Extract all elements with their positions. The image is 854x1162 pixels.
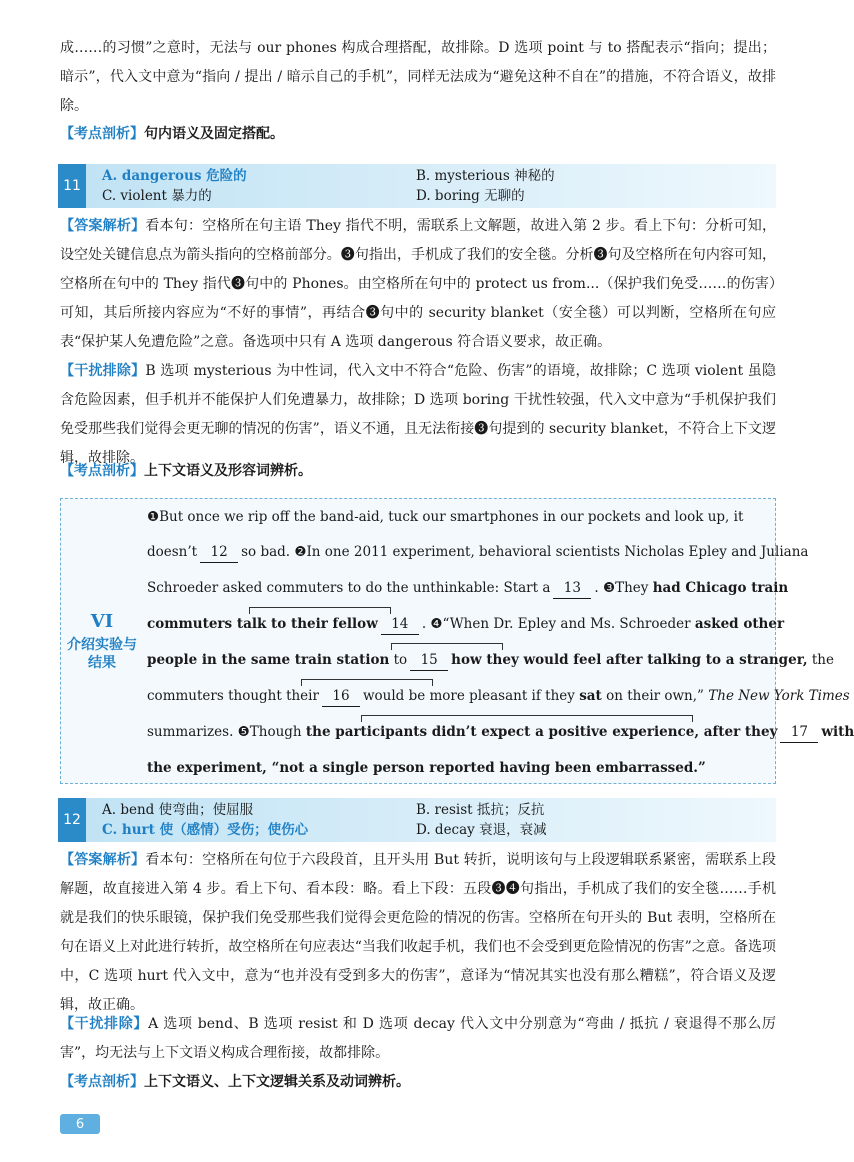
passage-line-8: the experiment, “not a single person reported having been embarrassed.”: [147, 760, 706, 776]
blank-16[interactable]: 16: [322, 686, 360, 707]
q11-option-c: C. violent 暴力的: [102, 188, 212, 204]
link-arrow: [361, 715, 693, 722]
kaodian-tag: 【考点剖析】: [60, 1074, 144, 1090]
distractor-text: B 选项 mysterious 为中性词，代入文中不符合“危险、伤害”的语境，故排除；C 选项 violent 虽隐含危险因素，但手机并不能保护人们免遭暴力，故排除；D 选项 boring 干扰性较强，代入文中意为“手机保护我们免受那些我们觉得会更无聊的情况的伤害”，语义不通，且无法衔接❸句提到的 security blanket，不符合上下文逻辑，故排除。: [60, 363, 776, 466]
q11-kaodian: [60, 457, 776, 486]
q12-answer-analysis: [60, 846, 776, 1020]
q11-answer-analysis: [60, 212, 776, 357]
passage-box: [60, 498, 854, 784]
passage-line-4: commuters talk to their fellow 14 . ❹“When Dr. Epley and Ms. Schroeder asked other: [147, 614, 765, 635]
q12-kaodian: [60, 1068, 776, 1097]
q11-option-d: D. boring 无聊的: [416, 188, 525, 204]
answer-tag: 【答案解析】: [60, 218, 146, 234]
section-label: [61, 499, 143, 783]
q12-option-d: D. decay 衰退，衰减: [416, 822, 547, 838]
intro-text: 成……的习惯”之意时，无法与 our phones 构成合理搭配，故排除。D 选项 point 与 to 搭配表示“指向；提出；暗示”，代入文中意为“指向 / 提出 / 暗示自己的手机”，同样无法成为“避免这种不自在”的措施，不符合语义，故排除。: [60, 40, 776, 114]
q11-option-a: A. dangerous 危险的: [102, 168, 247, 184]
passage-line-5: people in the same train station to 15 how they would feel after talking to a stranger, the: [147, 650, 765, 671]
distractor-tag: 【干扰排除】: [60, 363, 146, 379]
distractor-tag: 【干扰排除】: [60, 1016, 149, 1032]
passage-line-2: doesn’t 12 so bad. ❷In one 2011 experiment, behavioral scientists Nicholas Epley and Juliana: [147, 542, 765, 563]
q12-option-b: B. resist 抵抗；反抗: [416, 802, 545, 818]
passage-line-1: ❶But once we rip off the band-aid, tuck our smartphones in our pockets and look up, it: [147, 509, 744, 525]
q11-option-b: B. mysterious 神秘的: [416, 168, 555, 184]
kaodian-tag: 【考点剖析】: [60, 463, 144, 479]
q12-option-c: C. hurt 使（感情）受伤；使伤心: [102, 822, 309, 838]
kaodian-text: 上下文语义及形容词辨析。: [144, 463, 312, 479]
passage-line-6: commuters thought their 16 would be more pleasant if they sat on their own,” The New York Times: [147, 686, 765, 707]
q11-distractor-analysis: [60, 357, 776, 473]
top-kaodian: [60, 120, 776, 149]
kaodian-text: 句内语义及固定搭配。: [144, 126, 284, 142]
answer-text: 看本句：空格所在句位于六段段首，且开头用 But 转折，说明该句与上段逻辑联系紧密，需联系上段解题，故直接进入第 4 步。看上下句、看本段：略。看上下段：五段❸❹句指出，手机成了我们的安全毯……手机就是我们的快乐眼镜，保护我们免受那些我们觉得会更危险的情况的伤害。空格所在句开头的 But 表明，空格所在句在语义上对此进行转折，故空格所在句应表达“当我们收起手机，我们也不会受到更危险情况的伤害”之意。备选项中，C 选项 hurt 代入文中，意为“也并没有受到多大的伤害”，意译为“情况其实也没有那么糟糕”，符合语义及逻辑，故正确。: [60, 852, 776, 1013]
blank-15[interactable]: 15: [410, 650, 448, 671]
link-arrow: [249, 607, 391, 614]
q12-option-a: A. bend 使弯曲；使屈服: [102, 802, 254, 818]
link-arrow: [391, 643, 503, 650]
q11-options-band: [58, 164, 776, 208]
kaodian-text: 上下文语义、上下文逻辑关系及动词辨析。: [144, 1074, 410, 1090]
blank-14[interactable]: 14: [381, 614, 419, 635]
q11-number-badge: 11: [58, 164, 86, 208]
intro-paragraph: [60, 34, 776, 121]
answer-tag: 【答案解析】: [60, 852, 146, 868]
link-arrow: [301, 679, 433, 686]
distractor-text: A 选项 bend、B 选项 resist 和 D 选项 decay 代入文中分别意为“弯曲 / 抵抗 / 衰退得不那么厉害”，均无法与上下文语义构成合理衔接，故都排除。: [60, 1016, 776, 1061]
q12-number-badge: 12: [58, 798, 86, 842]
q12-options-band: [58, 798, 776, 842]
passage-line-7: summarizes. ❺Though the participants didn’t expect a positive experience, after they 17 with: [147, 722, 765, 743]
blank-17[interactable]: 17: [780, 722, 818, 743]
blank-12[interactable]: 12: [200, 542, 238, 563]
blank-13[interactable]: 13: [553, 578, 591, 599]
page-number: 6: [60, 1114, 100, 1134]
kaodian-tag: 【考点剖析】: [60, 126, 144, 142]
section-title: 介绍实验与结果: [67, 636, 137, 671]
section-roman: VI: [90, 610, 114, 632]
passage-line-3: Schroeder asked commuters to do the unthinkable: Start a 13 . ❸They had Chicago train: [147, 578, 765, 599]
q12-distractor-analysis: [60, 1010, 776, 1068]
answer-text: 看本句：空格所在句主语 They 指代不明，需联系上文解题，故进入第 2 步。看上下句：分析可知，设空处关键信息点为箭头指向的空格前部分。❸句指出，手机成了我们的安全毯。分析❸句及空格所在句内容可知，空格所在句中的 They 指代❸句中的 Phones。由空格所在句中的 protect us from...（保护我们免受……的伤害）可知，其后所接内容应为“不好的事情”，再结合❸句中的 security blanket（安全毯）可以判断，空格所在句应表“保护某人免遭危险”之意。备选项中只有 A 选项 dangerous 符合语义要求，故正确。: [60, 218, 777, 350]
